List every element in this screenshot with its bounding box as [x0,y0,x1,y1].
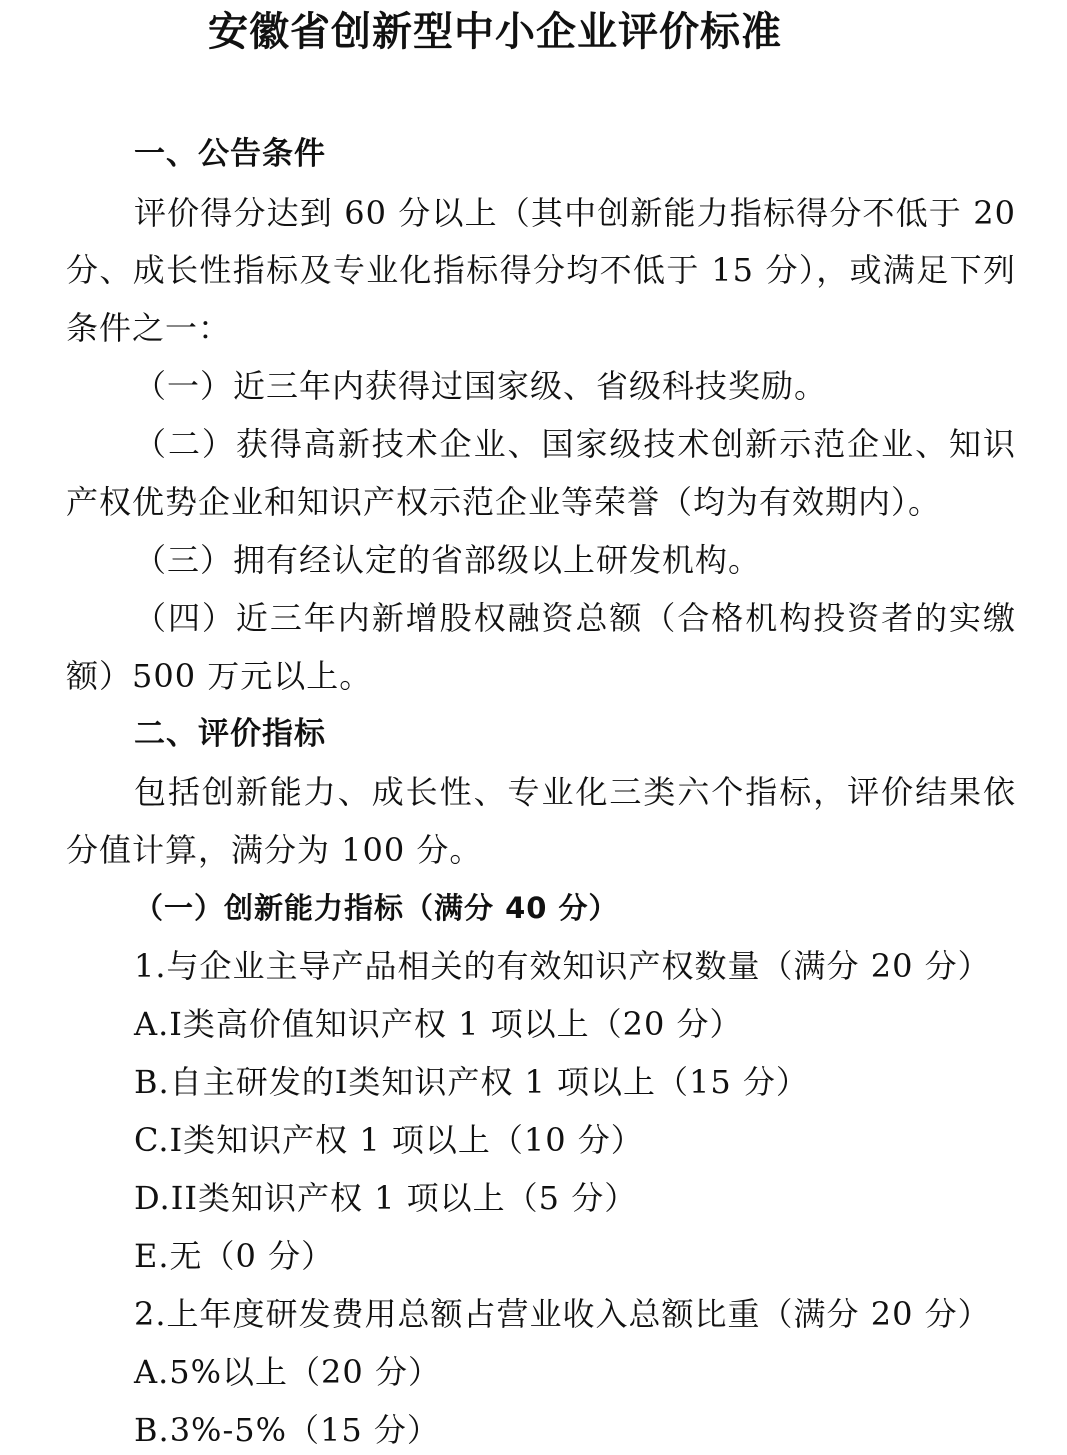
condition-3: （三）拥有经认定的省部级以上研发机构。 [134,541,762,579]
indicator-1-option: A.I类高价值知识产权 1 项以上（20 分） [134,1005,743,1043]
indicator-1-option: B.自主研发的I类知识产权 1 项以上（15 分） [134,1063,809,1101]
section-heading-announcement-conditions: 一、公告条件 [134,136,326,172]
condition-4-line: （四）近三年内新增股权融资总额（合格机构投资者的实缴 [134,599,1016,637]
indicator-1-option: C.I类知识产权 1 项以上（10 分） [134,1121,644,1159]
indicator-2-title: 2.上年度研发费用总额占营业收入总额比重（满分 20 分） [134,1295,991,1333]
indicator-2-option: A.5%以上（20 分） [134,1353,441,1391]
subsection-heading-innovation-capability: （一）创新能力指标（满分 40 分） [134,891,619,925]
indicator-1-title: 1.与企业主导产品相关的有效知识产权数量（满分 20 分） [134,947,991,985]
section2-intro-line: 包括创新能力、成长性、专业化三类六个指标，评价结果依 [134,773,1016,811]
section2-intro-line: 分值计算，满分为 100 分。 [66,831,483,869]
condition-4-line: 额）500 万元以上。 [66,657,373,695]
section1-intro-line: 条件之一： [66,309,232,347]
section-heading-evaluation-indicators: 二、评价指标 [134,716,326,752]
condition-2-line: 产权优势企业和知识产权示范企业等荣誉（均为有效期内）。 [66,483,942,521]
document-title: 安徽省创新型中小企业评价标准 [208,9,782,55]
indicator-1-option: E.无（0 分） [134,1237,335,1275]
condition-2-line: （二）获得高新技术企业、国家级技术创新示范企业、知识 [134,425,1016,463]
section1-intro-line: 评价得分达到 60 分以上（其中创新能力指标得分不低于 20 [134,194,1016,232]
section1-intro-line: 分、成长性指标及专业化指标得分均不低于 15 分），或满足下列 [66,251,1016,289]
condition-1: （一）近三年内获得过国家级、省级科技奖励。 [134,367,828,405]
indicator-2-option: B.3%-5%（15 分） [134,1411,440,1449]
indicator-1-option: D.II类知识产权 1 项以上（5 分） [134,1179,638,1217]
